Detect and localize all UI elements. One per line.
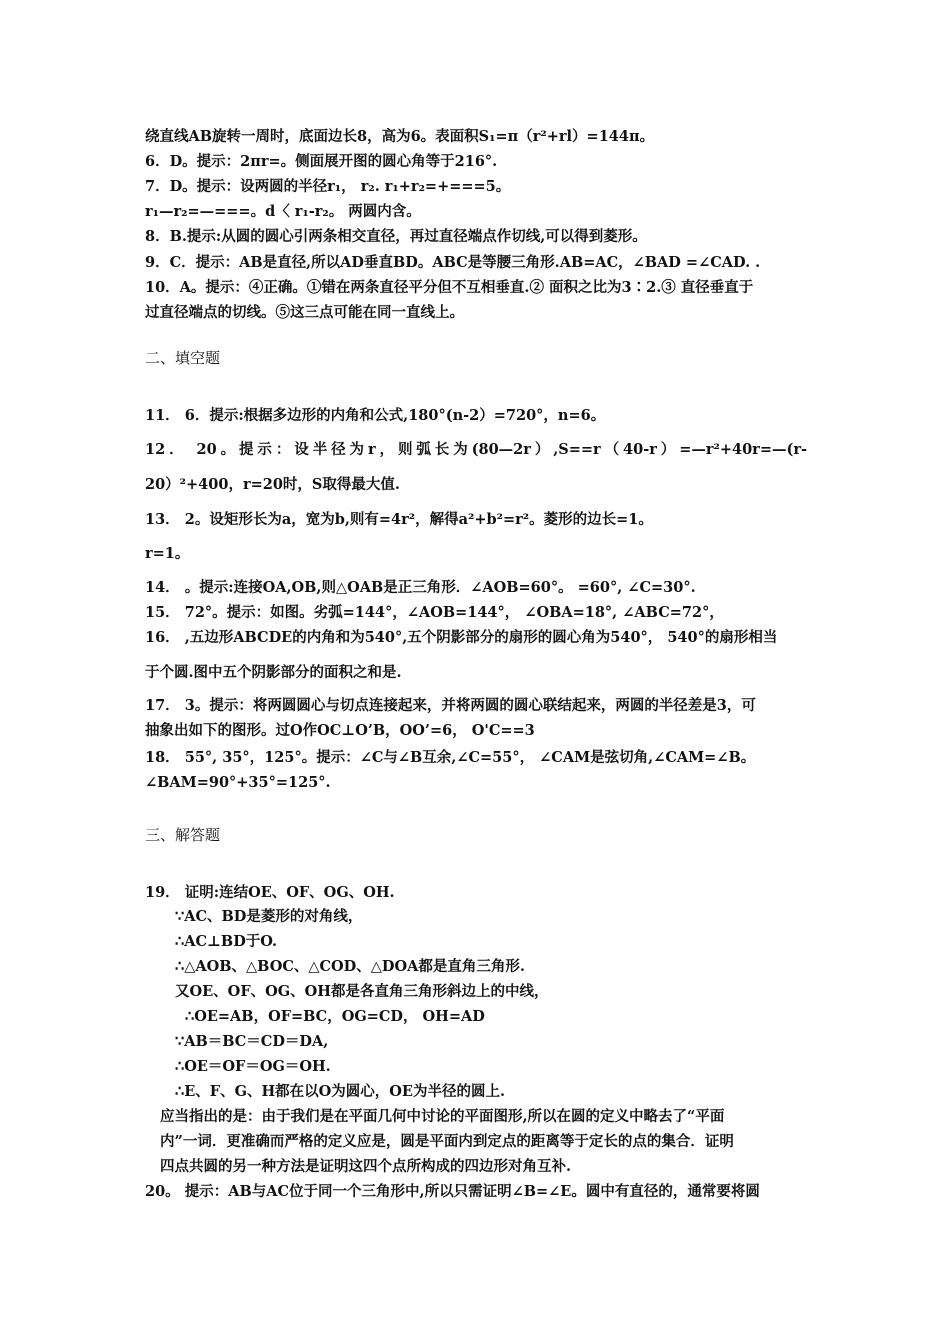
answer-line: 14． 。提示:连接OA,OB,则△OAB是正三角形．∠AOB=60°。 =60°, ∠C=30°.	[145, 579, 696, 596]
answer-line: 8．B.提示:从圆的圆心引两条相交直径，再过直径端点作切线,可以得到菱形。	[145, 228, 647, 245]
answer-line: 9．C．提示：AB是直径,所以AD垂直BD。ABC是等腰三角形.AB=AC，∠BAD =∠CAD. .	[145, 254, 761, 271]
answer-line: ∠BAM=90°+35°=125°.	[145, 774, 331, 791]
answer-line: 10．A。提示：④正确。①错在两条直径平分但不互相垂直.② 面积之比为3∶2.③ 直径垂直于	[145, 279, 754, 296]
proof-line: 又OE、OF、OG、OH都是各直角三角形斜边上的中线，	[175, 983, 549, 1000]
answer-line: 6．D。提示：2πr=。侧面展开图的圆心角等于216°.	[145, 153, 498, 170]
proof-line: ∴AC⊥BD于O.	[175, 933, 278, 950]
answer-line: 12． 20。提示：设半径为r，则弧长为(80—2r）,S==r（40-r）=—r²+40r=—(r-	[145, 441, 807, 458]
answer-line: 过直径端点的切线。⑤这三点可能在同一直线上。	[145, 304, 464, 321]
proof-line: ∵AB＝BC＝CD＝DA,	[175, 1033, 329, 1050]
proof-line: ∴E、F、G、H都在以O为圆心，OE为半径的圆上.	[175, 1083, 506, 1100]
proof-line: ∴△AOB、△BOC、△COD、△DOA都是直角三角形.	[175, 958, 525, 975]
proof-line: 四点共圆的另一种方法是证明这四个点所构成的四边形对角互补.	[160, 1158, 572, 1175]
proof-line: 应当指出的是：由于我们是在平面几何中讨论的平面图形,所以在圆的定义中略去了“平面	[160, 1108, 725, 1125]
proof-line: ∴OE=AB，OF=BC，OG=CD， OH=AD	[185, 1008, 485, 1025]
section-heading-fill: 二、填空题	[145, 349, 221, 367]
answer-line: 20）²+400，r=20时，S取得最大值.	[145, 476, 400, 493]
proof-line: 20。 提示：AB与AC位于同一个三角形中,所以只需证明∠B=∠E。圆中有直径的，通常要将圆	[145, 1183, 760, 1200]
answer-line: 抽象出如下的图形。过O作OC⊥O’B，OO’=6， O'C==3	[145, 722, 535, 739]
answer-line: 13． 2。设矩形长为a，宽为b,则有=4r²，解得a²+b²=r²。菱形的边长=1。	[145, 511, 653, 528]
proof-line: ∵AC、BD是菱形的对角线，	[175, 908, 363, 925]
proof-line: ∴OE＝OF＝OG＝OH.	[175, 1058, 331, 1075]
answer-line: r₁—r₂=—===。d〈 r₁-r₂。 两圆内含。	[145, 203, 421, 220]
answer-line: 绕直线AB旋转一周时，底面边长8，高为6。表面积S₁=π（r²+rl）=144π。	[145, 128, 655, 145]
proof-line: 19． 证明:连结OE、OF、OG、OH.	[145, 884, 395, 901]
answer-line: r=1。	[145, 545, 190, 562]
section-heading-solve: 三、解答题	[145, 826, 221, 844]
answer-line: 7．D。提示：设两圆的半径r₁， r₂. r₁+r₂=+===5。	[145, 178, 511, 195]
answer-line: 15． 72°。提示：如图。劣弧=144°，∠AOB=144°， ∠OBA=18°, ∠ABC=72°，	[145, 604, 724, 621]
proof-line: 内”一词．更准确而严格的定义应是，圆是平面内到定点的距离等于定长的点的集合．证明	[160, 1133, 734, 1150]
answer-line: 11． 6．提示:根据多边形的内角和公式,180°(n-2）=720°，n=6。	[145, 407, 606, 424]
answer-line: 18． 55°, 35°，125°。提示：∠C与∠B互余,∠C=55°， ∠CAM是弦切角,∠CAM=∠B。	[145, 749, 756, 766]
answer-line: 17． 3。提示：将两圆圆心与切点连接起来，并将两圆的圆心联结起来，两圆的半径差是3，可	[145, 697, 756, 714]
answer-line: 于个圆.图中五个阴影部分的面积之和是.	[145, 664, 402, 681]
answer-line: 16． ,五边形ABCDE的内角和为540°,五个阴影部分的扇形的圆心角为540°， 540°的扇形相当	[145, 629, 778, 646]
